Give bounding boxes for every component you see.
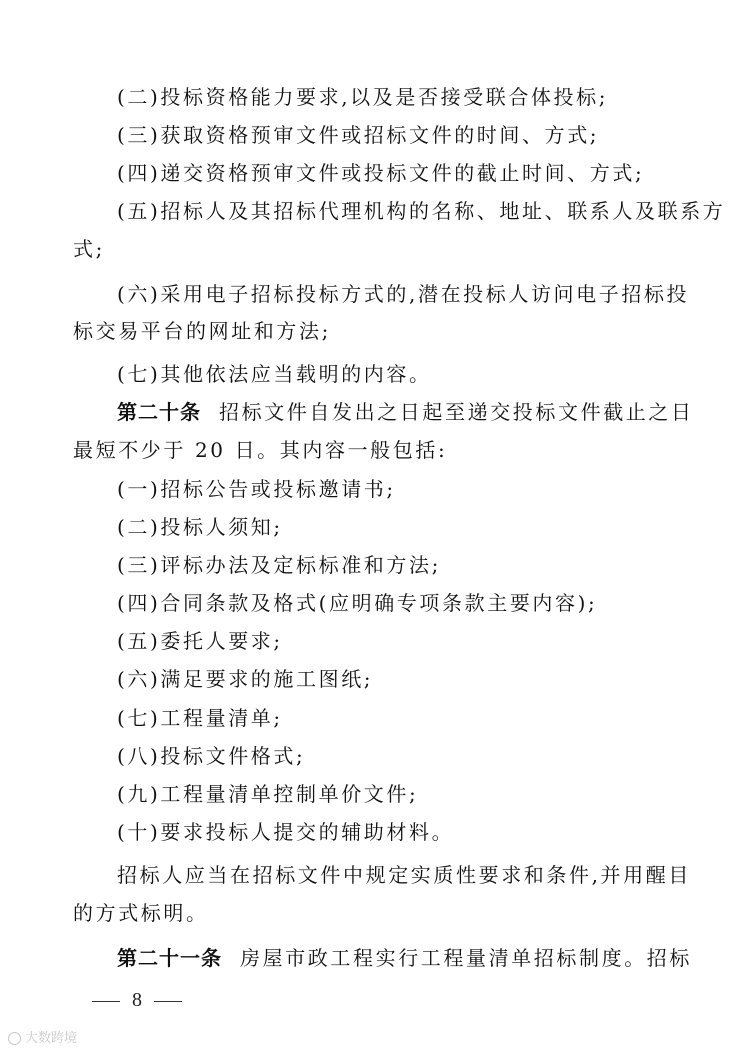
paragraph-line: (四)递交资格预审文件或投标文件的截止时间、方式; [117,161,645,185]
list-item: (六)满足要求的施工图纸; [117,667,374,691]
watermark [8,1030,77,1048]
list-item: (二)投标人须知; [117,515,283,539]
footer-dash-left [92,1001,120,1002]
paragraph-line: (七)其他依法应当载明的内容。 [117,362,432,386]
list-item: (八)投标文件格式; [117,744,306,768]
paragraph-line: 式; [73,237,105,261]
paragraph-line: (五)招标人及其招标代理机构的名称、地址、联系人及联系方 [117,199,726,223]
circle-logo-icon [8,1032,21,1045]
page-number: 8 [132,989,142,1011]
paragraph-line: (六)采用电子招标投标方式的,潜在投标人访问电子招标投 [117,282,690,306]
paragraph-line: (二)投标资格能力要求,以及是否接受联合体投标; [117,85,609,109]
page-footer [80,985,194,1015]
footer-dash-right [154,1001,182,1002]
paragraph-line: 的方式标明。 [73,901,209,925]
paragraph-line: (三)获取资格预审文件或招标文件的时间、方式; [117,123,600,147]
list-item: (三)评标办法及定标标准和方法; [117,553,441,577]
article-20-text: 招标文件自发出之日起至递交投标文件截止之日 [219,400,694,424]
article-20-line [0,397,755,427]
list-item: (五)委托人要求; [117,629,283,653]
list-item: (九)工程量清单控制单价文件; [117,782,419,806]
article-21-text: 房屋市政工程实行工程量清单招标制度。招标 [240,946,692,970]
list-item: (十)要求投标人提交的辅助材料。 [117,820,455,844]
article-21-line [0,943,755,973]
paragraph-line: 标交易平台的网址和方法; [73,319,331,343]
list-item: (一)招标公告或投标邀请书; [117,477,396,501]
list-item: (四)合同条款及格式(应明确专项条款主要内容); [117,591,598,615]
list-item: (七)工程量清单; [117,706,283,730]
article-21-heading: 第二十一条 [117,946,222,970]
paragraph-line: 招标人应当在招标文件中规定实质性要求和条件,并用醒目 [117,863,691,887]
watermark-text: 大数跨境 [25,1031,78,1046]
article-20-heading: 第二十条 [117,400,201,424]
paragraph-line: 最短不少于 20 日。其内容一般包括: [73,438,448,462]
